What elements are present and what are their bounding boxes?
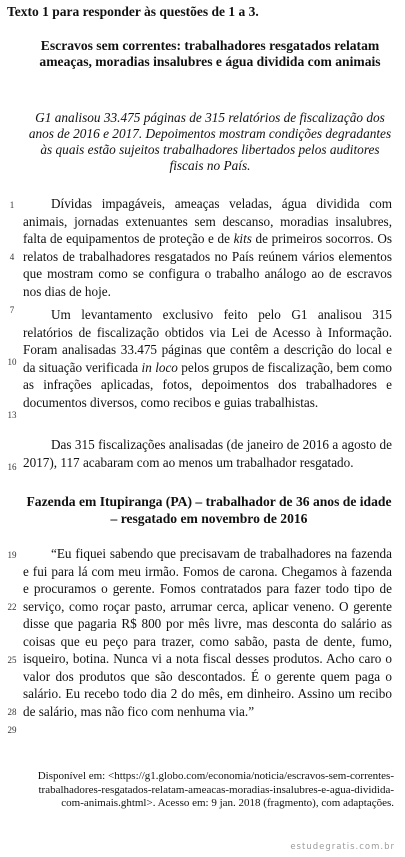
paragraph-3: Das 315 fiscalizações analisadas (de janeiro de 2016 a agosto de 2017), 117 acabaram com ao menos um trabalhador resgatado. bbox=[23, 437, 392, 470]
line-number: 22 bbox=[7, 602, 17, 612]
article-lead: G1 analisou 33.475 páginas de 315 relatórios de fiscalização dos anos de 2016 e 2017. Depoimentos mostram condições degradantes às quais estão sujeitos trabalhadores libertados pelos auditores fiscais no País. bbox=[28, 110, 392, 173]
paragraph-1: Dívidas impagáveis, ameaças veladas, água dividida com animais, jornadas extenuantes sem descanso, moradias insalubres, falta de equipamentos de proteção e de kits de primeiros socorros. Os relatos de trabalhadores resgatados no País reúnem vários elementos que mostram como se configura o trabalho análogo ao de escravos nos dias de hoje. bbox=[23, 196, 392, 299]
line-number: 10 bbox=[7, 357, 17, 367]
line-number: 16 bbox=[7, 462, 17, 472]
line-number: 1 bbox=[9, 200, 15, 210]
section-header: Texto 1 para responder às questões de 1 a 3. bbox=[7, 4, 259, 19]
paragraph-4-quote: “Eu fiquei sabendo que precisavam de trabalhadores na fazenda e fui para lá com meu irmão. Fomos de carona. Chegamos à fazenda e procuramos o gerente. Fomos contratados para fazer todo tipo de serviço, como roçar pasto, arrumar cerca, aplicar veneno. O gerente disse que pagaria R$ 800 por mês livre, mas desconta do salário as coisas que eu peço para trazer, como sabão, pasta de dente, fumo, isqueiro, botina. Nunca vi a nota fiscal desses produtos. Acho caro o valor dos produtos que são descontados. É o gerente quem paga o salário. Eu recebo todo dia 2 do mês, em dinheiro. Assino um recibo de salário, mas não fico com nenhuma via.” bbox=[23, 546, 392, 719]
section-subtitle: Fazenda em Itupiranga (PA) – trabalhador de 36 anos de idade – resgatado em novembro de 2016 bbox=[26, 494, 392, 526]
line-number: 13 bbox=[7, 410, 17, 420]
source-citation: Disponível em: <https://g1.globo.com/economia/noticia/escravos-sem-correntes-trabalhadores-resgatados-relatam-ameacas-moradias-insalubres-e-agua-dividida-com-animais.ghtml>. Acesso em: 9 jan. 2018 (fragmento), com adaptações. bbox=[37, 770, 394, 809]
line-number: 28 bbox=[7, 707, 17, 717]
watermark: estudegratis.com.br bbox=[290, 842, 395, 852]
line-number: 7 bbox=[9, 305, 15, 315]
paragraph-2: Um levantamento exclusivo feito pelo G1 analisou 315 relatórios de fiscalização obtidos via Lei de Acesso à Informação. Foram analisadas 33.475 páginas que contêm a descrição do local e da situação verificada in loco pelos grupos de fiscalização, bem como as infrações aplicadas, fotos, depoimentos dos trabalhadores e documentos diversos, como recibos e guias trabalhistas. bbox=[23, 307, 392, 410]
line-number: 4 bbox=[9, 252, 15, 262]
article-title: Escravos sem correntes: trabalhadores resgatados relatam ameaças, moradias insalubres e água dividida com animais bbox=[39, 38, 381, 69]
line-number: 25 bbox=[7, 655, 17, 665]
line-number: 19 bbox=[7, 550, 17, 560]
line-number: 29 bbox=[7, 725, 17, 735]
